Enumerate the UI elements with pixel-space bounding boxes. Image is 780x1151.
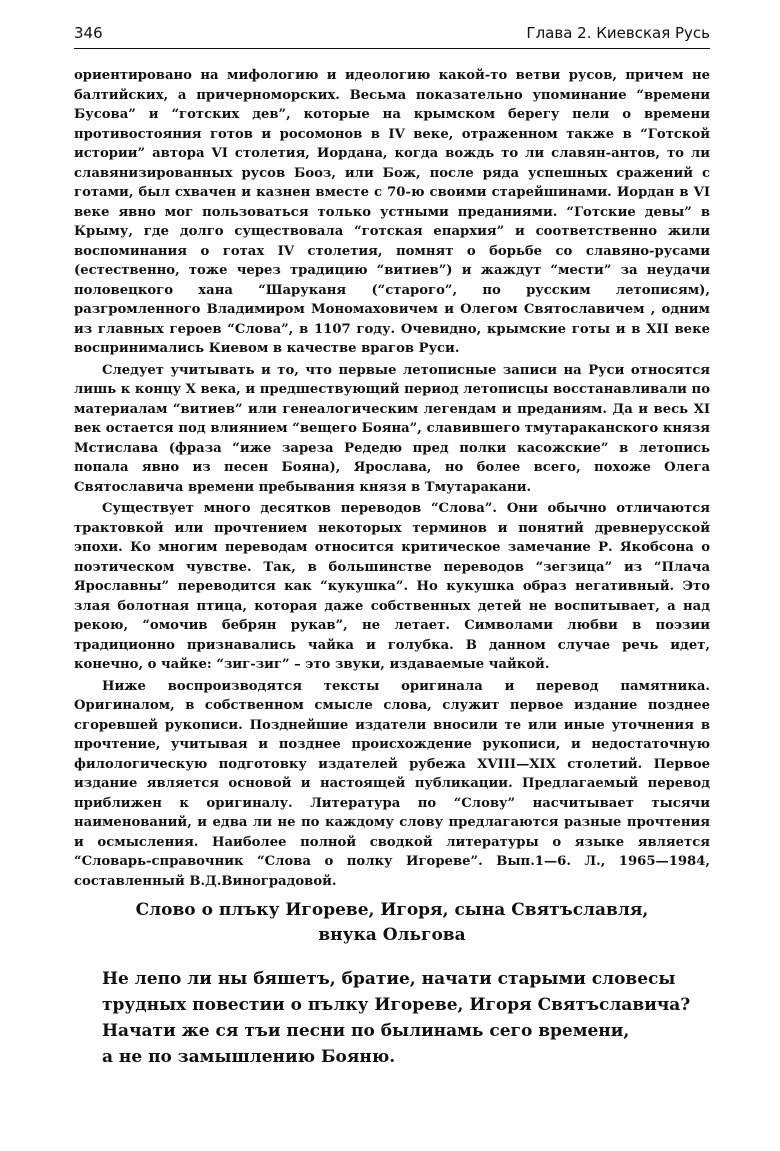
verse-line-2: трудных повестии о пълку Игореве, Игоря Святъславича? (102, 995, 691, 1015)
paragraph-2: Следует учитывать и то, что первые летописные записи на Руси относятся лишь к концу X века, и предшествующий период летописцы восстанавливали по материалам “витиев” или генеалогическим легендам и преданиям. Да и весь XI век остается под влиянием “вещего Бояна”, славившего тмутараканского князя Мстислава (фраза “иже зареза Редедю пред полки касожские” в летопись попала явно из песен Бояна), Ярослава, но более всего, похоже Олега Святославича времени пребывания князя в Тмутаракани. (74, 362, 710, 495)
page-header (74, 20, 710, 48)
verse-line-1: Не лепо ли ны бяшетъ, братие, начати старыми словесы (102, 969, 676, 989)
paragraph-3: Существует много десятков переводов “Слова”. Они обычно отличаются трактовкой или прочтением некоторых терминов и понятий древнерусской эпохи. Ко многим переводам относится критическое замечание Р. Якобсона о поэтическом чувстве. Так, в большинстве переводов “зегзица” из “Плача Ярославны” переводится как “кукушка”. Но кукушка образ негативный. Это злая болотная птица, которая даже собственных детей не воспитывает, а над рекою, “омочив бебрян рукав”, не летает. Символами любви в поэзии традиционно признавались чайка и голубка. В данном случае речь идет, конечно, о чайке: “зиг-зиг” – это звуки, издаваемые чайкой. (74, 501, 710, 672)
section-title-line-2: внука Ольгова (318, 925, 466, 945)
verse-line-4: а не по замышлению Бояню. (102, 1047, 396, 1067)
running-title: Глава 2. Киевская Русь (526, 24, 710, 42)
body-text (74, 66, 710, 891)
verse-line-3: Начати же ся тъи песни по былинамь сего времени, (102, 1021, 630, 1041)
verse-block (102, 966, 722, 1070)
page-number: 346 (74, 24, 103, 42)
paragraph-4: Ниже воспроизводятся тексты оригинала и перевод памятника. Оригиналом, в собственном смысле слова, служит первое издание позднее сгоревшей рукописи. Позднейшие издатели вносили те или иные уточнения в прочтение, учитывая и позднее происхождение рукописи, и недостаточную филологическую подготовку издателей рубежа XVIII—XIX столетий. Первое издание является основой и настоящей публикации. Предлагаемый перевод приближен к оригиналу. Литература по “Слову” насчитывает тысячи наименований, и едва ли не по каждому слову предлагаются разные прочтения и осмысления. Наиболее полной сводкой литературы о языке является “Словарь-справочник “Слова о полку Игореве”. Вып.1—6. Л., 1965—1984, составленный В.Д.Виноградовой. (74, 678, 710, 889)
section-title (74, 898, 710, 948)
header-rule (74, 48, 710, 49)
section-title-line-1: Слово о плъку Игореве, Игоря, сына Святъславля, (135, 900, 649, 920)
paragraph-1: ориентировано на мифологию и идеологию какой-то ветви русов, причем не балтийских, а причерноморских. Весьма показательно упоминание “времени Бусова” и “готских дев”, которые на крымском берегу пели о времени противостояния готов и росомонов в IV веке, отраженном также в “Готской истории” автора VI столетия, Иордана, когда вождь то ли славян-антов, то ли славянизированных русов Бооз, или Бож, после ряда успешных сражений с готами, был схвачен и казнен вместе с 70-ю своими старейшинами. Иордан в VI веке явно мог пользоваться только устными преданиями. “Готские девы” в Крыму, где долго существовала “готская епархия” и соответственно жили воспоминания о готах IV столетия, помнят о борьбе со славяно-русами (естественно, тоже через традицию “витиев”) и жаждут “мести” за неудачи половецкого хана “Шаруканя (“старого”, по русским летописям), разгромленного Владимиром Мономаховичем и Олегом Святославичем , одним из главных героев “Слова”, в 1107 году. Очевидно, крымские готы и в XII веке воспринимались Киевом в качестве врагов Руси. (74, 68, 710, 356)
